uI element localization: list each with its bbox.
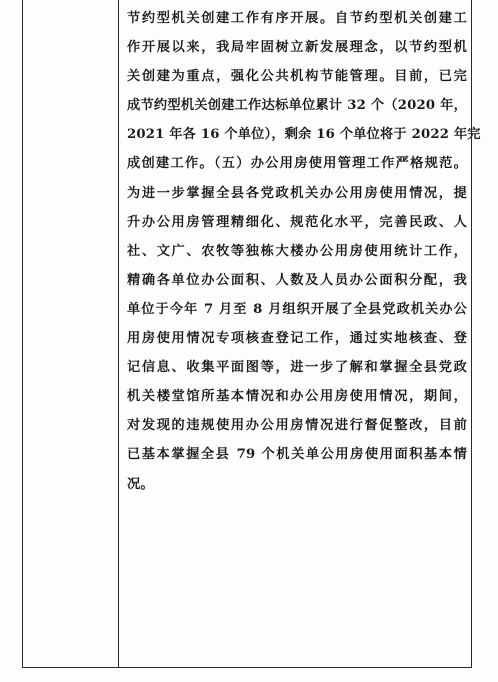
table-content-cell bbox=[119, 0, 481, 667]
text-line-last: 况。 bbox=[127, 476, 154, 492]
text-line: 成创建工作。（五）办公用房使用管理工作严格规范。 bbox=[127, 156, 467, 172]
text-line: 为进一步掌握全县各党政机关办公用房使用情况，提 bbox=[127, 185, 467, 201]
text-line: 单位于今年 7 月至 8 月组织开展了全县党政机关办公 bbox=[127, 301, 467, 317]
text-line: 关创建为重点，强化公共机构节能管理。目前，已完 bbox=[127, 69, 467, 85]
text-line: 升办公用房管理精细化、规范化水平，完善民政、人 bbox=[127, 214, 467, 230]
text-line: 精确各单位办公面积、人数及人员办公面积分配，我 bbox=[127, 272, 467, 288]
text-line: 机关楼堂馆所基本情况和办公用房使用情况，期间， bbox=[127, 389, 467, 405]
text-line: 2021 年各 16 个单位），剩余 16 个单位将于 2022 年完 bbox=[127, 127, 481, 143]
body-paragraph bbox=[127, 4, 481, 499]
text-line: 社、文广、农牧等独栋大楼办公用房使用统计工作， bbox=[127, 243, 467, 259]
text-line: 已基本掌握全县 79 个机关单公用房使用面积基本情 bbox=[127, 447, 467, 463]
text-line: 记信息、收集平面图等，进一步了解和掌握全县党政 bbox=[127, 360, 467, 376]
table-left-cell bbox=[23, 0, 119, 667]
text-line: 节约型机关创建工作有序开展。自节约型机关创建工 bbox=[127, 11, 467, 26]
text-line: 成节约型机关创建工作达标单位累计 32 个（2020 年， bbox=[127, 98, 467, 114]
table-frame bbox=[22, 0, 481, 668]
text-line: 用房使用情况专项核查登记工作，通过实地核查、登 bbox=[127, 331, 467, 347]
text-line: 作开展以来，我局牢固树立新发展理念，以节约型机 bbox=[127, 40, 467, 56]
text-line: 对发现的违规使用办公用房情况进行督促整改，目前 bbox=[127, 418, 467, 434]
